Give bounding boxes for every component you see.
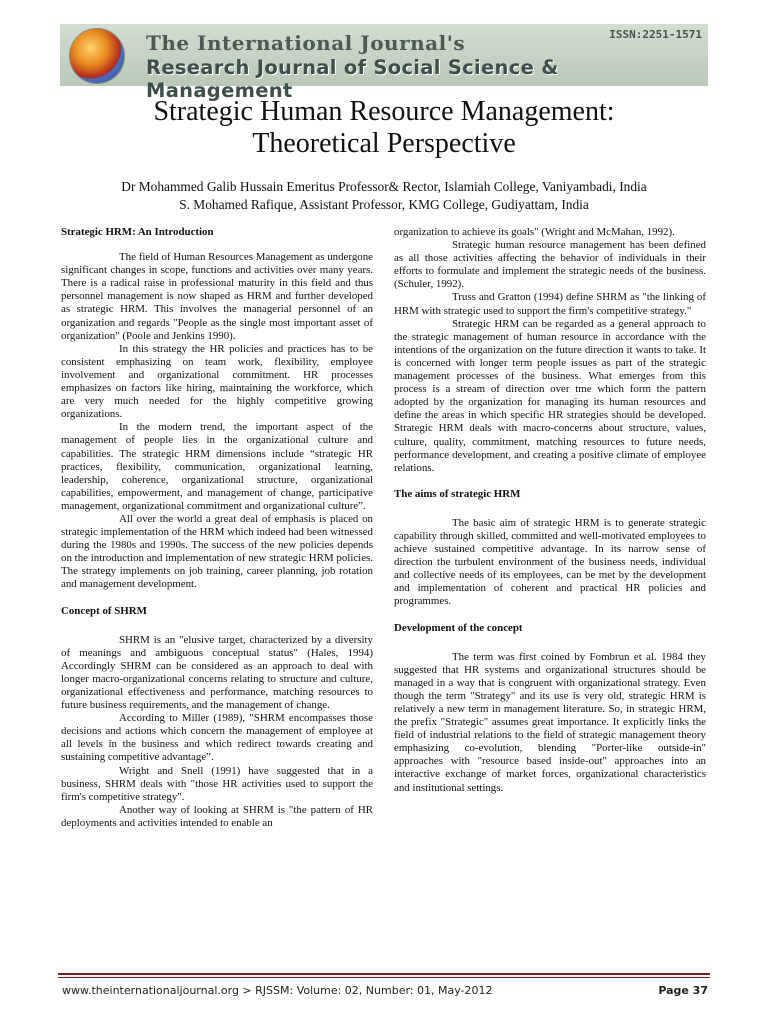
journal-banner — [60, 24, 708, 102]
journal-title: The International Journal's — [146, 31, 466, 55]
footer-rule-thin — [58, 977, 710, 978]
paragraph: Wright and Snell (1991) have suggested that in a business, SHRM deals with "those HR activities used to support the firm's competitive strategy". — [61, 764, 373, 803]
paragraph: All over the world a great deal of emphasis is placed on strategic implementation of the HRM which indeed had been witnessed during the 1980s and 1990s. The success of the new policies depends on the introduction and implementation of new strategic HRM policies. The strategy implements on job training, career planning, job rotation and management development. — [61, 512, 373, 591]
issn-label: ISSN:2251-1571 — [609, 28, 702, 41]
paragraph: Another way of looking at SHRM is "the pattern of HR deployments and activities intended to enable an — [61, 803, 373, 829]
author-2: S. Mohamed Rafique, Assistant Professor, KMG College, Gudiyattam, India — [179, 197, 589, 212]
footer-rule — [58, 973, 710, 975]
paragraph: The basic aim of strategic HRM is to generate strategic capability through skilled, committed and well-motivated employees to achieve sustained competitive advantage. In its narrow sense of direction the turbulent environment of the business needs, individual and collective needs of its employees, can be met by the development and implementation of coherent and practical HR policies and programmes. — [394, 516, 706, 608]
author-1: Dr Mohammed Galib Hussain Emeritus Professor& Rector, Islamiah College, Vaniyambadi, India — [121, 179, 647, 194]
article-title — [0, 96, 768, 160]
journal-subtitle: Research Journal of Social Science & Management — [146, 56, 559, 102]
paragraph: organization to achieve its goals" (Wright and McMahan, 1992). — [394, 226, 675, 238]
paragraph: The term was first coined by Fombrun et al. 1984 they suggested that HR systems and organizational structures should be managed in a way that is congruent with organizational strategy. Even though the term "Strategy" and its use is very old, strategic HRM is relatively a new term in management literature. So, in strategic HRM, the prefix "Strategic" assumes great importance. It explicitly links the field of industrial relations to the field of strategic management theory emphasizing co-evolution, blending "Porter-like outside-in" approaches with "resource based inside-out" approaches into an interactive exchange of market forces, organizational characteristics and institutional settings. — [394, 650, 706, 794]
paragraph: Truss and Gratton (1994) define SHRM as "the linking of HRM with strategic used to support the firm's competitive strategy." — [394, 291, 706, 317]
heading-development: Development of the concept — [394, 621, 523, 634]
author-list — [0, 178, 768, 214]
page-footer — [62, 984, 708, 997]
article-title-line2: Theoretical Perspective — [252, 128, 516, 159]
heading-aims: The aims of strategic HRM — [394, 487, 521, 500]
right-column — [394, 226, 706, 795]
paragraph: SHRM is an "elusive target, characterized by a diversity of meanings and ambiguous conceptual status" (Hales, 1994) Accordingly SHRM can be considered as an approach to deal with longer macro-organizational concerns relating to structure and culture, organizational effectiveness and performance, matching resources to future business requirements, and the management of change. — [61, 633, 373, 712]
heading-concept: Concept of SHRM — [61, 604, 147, 617]
heading-introduction: Strategic HRM: An Introduction — [61, 226, 214, 238]
article-title-line1: Strategic Human Resource Management: — [153, 96, 615, 127]
paragraph: In this strategy the HR policies and practices has to be consistent emphasizing on team work, flexibility, employee involvement and organizational commitment. HR processes emphasizes on factors like hiring, maintaining the workforce, which are very much needed for the highly competitive growing organizations. — [61, 342, 373, 421]
paragraph: According to Miller (1989), "SHRM encompasses those decisions and actions which concern the management of employee at all levels in the business and which redirect towards creating and sustaining competitive advantage”. — [61, 712, 373, 764]
paragraph: In the modern trend, the important aspect of the management of people lies in the organizational culture and capabilities. The strategic HRM dimensions include “strategic HR practices, flexibility, communication, organizational learning, leadership, coherence, organizational structure, organizational capabilities, empowerment, and management of change, participative management, organizational commitment and organizational culture”. — [61, 421, 373, 512]
footer-citation: www.theinternationaljournal.org > RJSSM: Volume: 02, Number: 01, May-2012 — [62, 984, 493, 997]
page-number: Page 37 — [658, 984, 708, 997]
paragraph: Strategic human resource management has been defined as all those activities affecting the behavior of individuals in their efforts to formulate and implement the strategic needs of the business. (Schuler, 1992). — [394, 239, 706, 291]
globe-icon — [70, 29, 124, 83]
paragraph: Strategic HRM can be regarded as a general approach to the strategic management of human resource in accordance with the intentions of the organization on the future direction it wants to take. It is concerned with longer term people issues as part of the strategic management processes of the business. What emerges from this process is a stream of direction over tme which form the pattern adopted by the organization for managing its human resources and define the areas in which specific HR strategies should be developed. Strategic HRM deals with macro-concerns about structure, values, culture, quality, commitment, matching resources to future needs, performance development, and creating a positive climate of employee relations. — [394, 317, 706, 474]
paragraph: The field of Human Resources Management as undergone significant changes in scope, functions and activities over many years. There is a radical raise in professional maturity in this field and thus personnel management is now shaped as HRM and further developed as strategic HRM. This involves the managerial personnel of an organization and regards "People as the single most important asset of organization" (Poole and Jenkins 1990). — [61, 251, 373, 342]
left-column — [61, 226, 373, 830]
